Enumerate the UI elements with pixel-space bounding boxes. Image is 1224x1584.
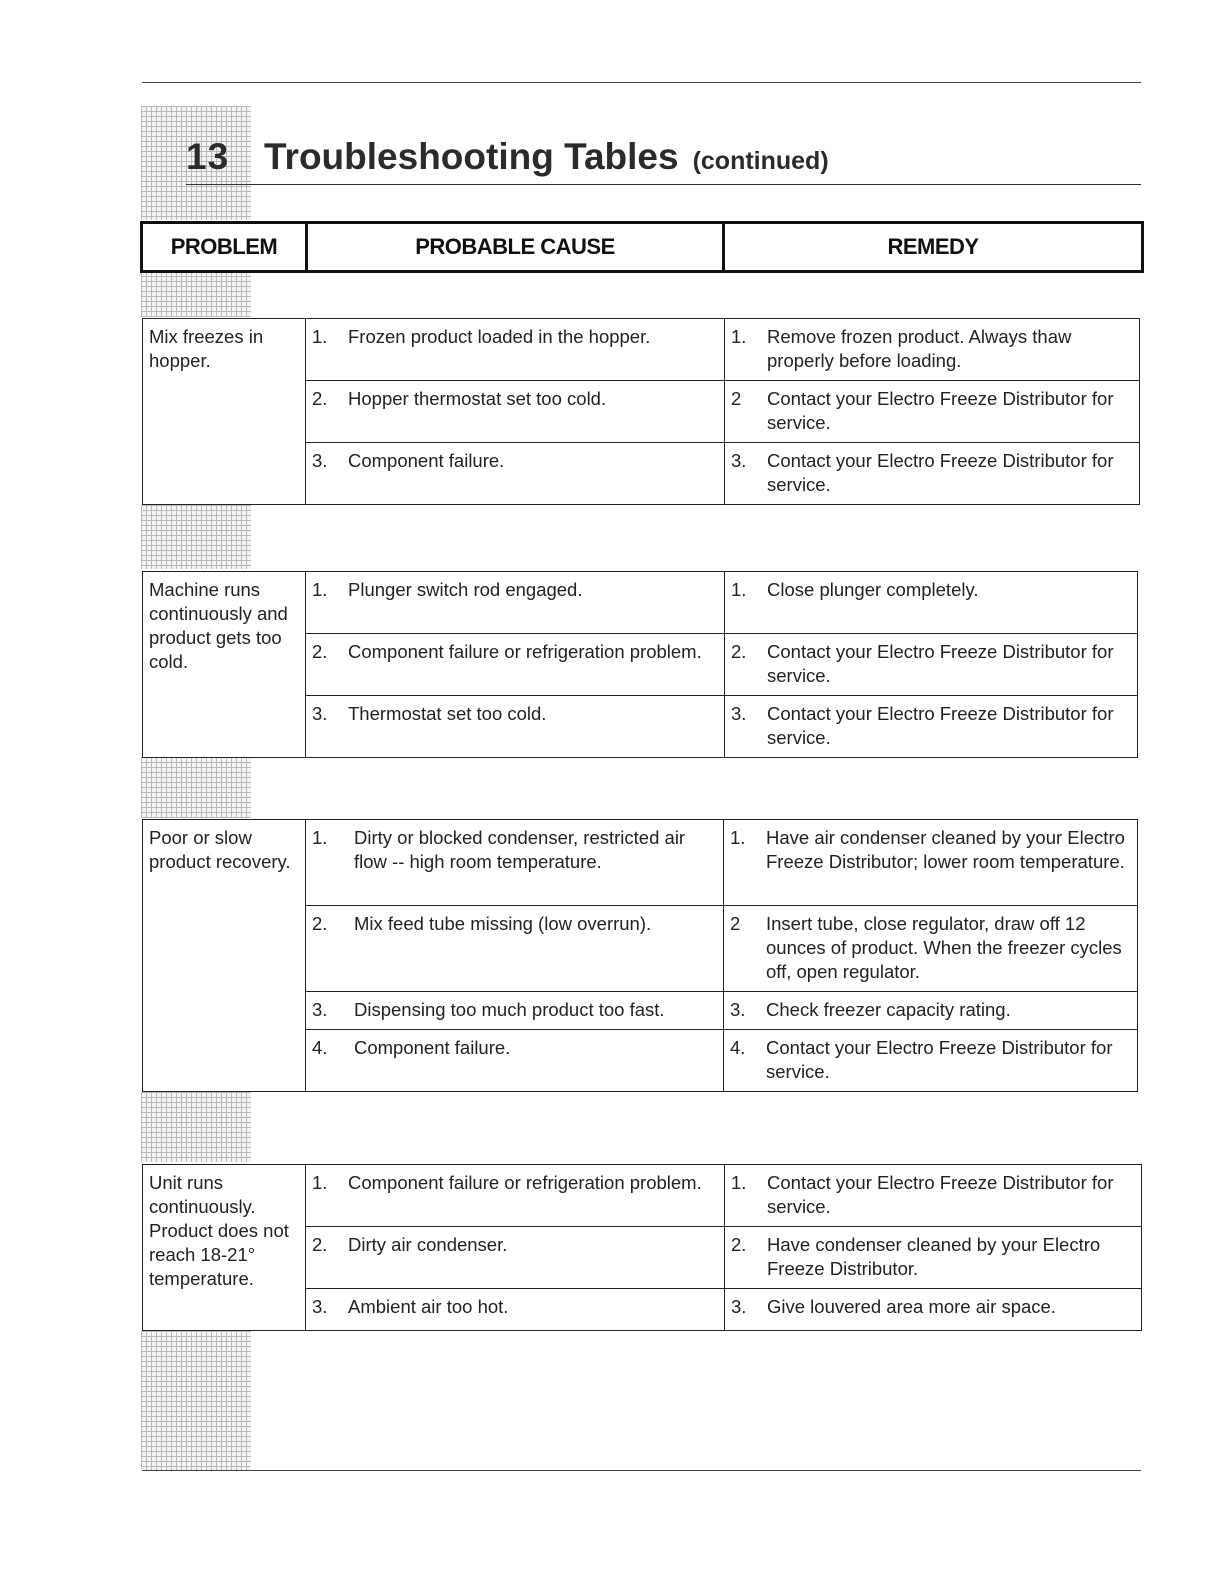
- cause-number: 2.: [312, 388, 328, 409]
- remedy-number: 2.: [731, 641, 747, 662]
- cause-text: Component failure.: [354, 1037, 511, 1058]
- troubleshooting-table: [142, 819, 1138, 1092]
- remedy-cell: [725, 696, 1138, 758]
- cause-number: 1.: [312, 827, 328, 848]
- grid-decoration: [141, 271, 251, 317]
- cause-number: 3.: [312, 703, 328, 724]
- cause-cell: [306, 443, 725, 505]
- remedy-text: Contact your Electro Freeze Distributor for service.: [767, 388, 1114, 433]
- remedy-cell: [725, 443, 1140, 505]
- table-row: [143, 820, 1138, 906]
- cause-text: Dirty or blocked condenser, restricted air flow -- high room temperature.: [354, 827, 686, 872]
- header-remedy: REMEDY: [887, 234, 979, 259]
- remedy-cell: [725, 572, 1138, 634]
- remedy-number: 3.: [730, 999, 746, 1020]
- cause-text: Plunger switch rod engaged.: [348, 579, 583, 600]
- remedy-number: 3.: [731, 450, 747, 471]
- bottom-rule: [142, 1470, 1141, 1471]
- remedy-number: 1.: [731, 1172, 747, 1193]
- remedy-number: 1.: [731, 326, 747, 347]
- title-text: Troubleshooting Tables: [264, 136, 679, 177]
- table-header: [140, 221, 1144, 273]
- troubleshooting-table: [142, 318, 1140, 505]
- cause-text: Mix feed tube missing (low overrun).: [354, 913, 652, 934]
- cause-number: 3.: [312, 450, 328, 471]
- grid-decoration: [141, 1331, 251, 1470]
- cause-number: 2.: [312, 1234, 328, 1255]
- remedy-text: Insert tube, close regulator, draw off 12 ounces of product. When the freezer cycles off, open regulator.: [766, 913, 1122, 982]
- cause-cell: [306, 634, 725, 696]
- cause-cell: [306, 992, 724, 1030]
- table-row: [143, 319, 1140, 381]
- remedy-text: Close plunger completely.: [767, 579, 979, 600]
- remedy-text: Have air condenser cleaned by your Electro Freeze Distributor; lower room temperature.: [766, 827, 1125, 872]
- table-row: [143, 572, 1138, 634]
- cause-number: 3.: [312, 999, 328, 1020]
- title-continued: (continued): [692, 147, 829, 175]
- problem-cell: Mix freezes in hopper.: [143, 319, 306, 505]
- cause-text: Dispensing too much product too fast.: [354, 999, 665, 1020]
- problem-cell: Unit runs continuously. Product does not reach 18-21° temperature.: [143, 1165, 306, 1331]
- header-probable-cause: PROBABLE CAUSE: [308, 224, 725, 270]
- cause-number: 1.: [312, 326, 328, 347]
- remedy-cell: [725, 634, 1138, 696]
- troubleshooting-table: [142, 571, 1138, 758]
- problem-cell: Poor or slow product recovery.: [143, 820, 306, 1092]
- problem-cell: Machine runs continuously and product gets too cold.: [143, 572, 306, 758]
- cause-number: 2.: [312, 913, 328, 934]
- remedy-number: 4.: [730, 1037, 746, 1058]
- grid-decoration: [141, 757, 251, 818]
- cause-cell: [306, 381, 725, 443]
- remedy-cell: [725, 381, 1140, 443]
- remedy-text: Contact your Electro Freeze Distributor for service.: [766, 1037, 1113, 1082]
- remedy-cell: [725, 319, 1140, 381]
- cause-text: Component failure.: [348, 450, 505, 471]
- remedy-number: 3.: [731, 1296, 747, 1317]
- section-number: 13: [186, 136, 230, 177]
- troubleshooting-table: [142, 1164, 1142, 1331]
- remedy-text: Give louvered area more air space.: [767, 1296, 1056, 1317]
- remedy-cell: [724, 906, 1138, 992]
- cause-text: Frozen product loaded in the hopper.: [348, 326, 651, 347]
- remedy-text: Check freezer capacity rating.: [766, 999, 1011, 1020]
- cause-cell: [306, 572, 725, 634]
- cause-text: Component failure or refrigeration problem.: [348, 641, 702, 662]
- cause-text: Hopper thermostat set too cold.: [348, 388, 607, 409]
- cause-cell: [306, 1165, 725, 1227]
- remedy-number: 2: [731, 388, 742, 409]
- cause-cell: [306, 820, 724, 906]
- remedy-cell: [724, 992, 1138, 1030]
- cause-number: 1.: [312, 1172, 328, 1193]
- remedy-text: Contact your Electro Freeze Distributor for service.: [767, 703, 1114, 748]
- remedy-cell: [725, 1289, 1142, 1331]
- remedy-text: Contact your Electro Freeze Distributor for service.: [767, 450, 1114, 495]
- table-row: [143, 1165, 1142, 1227]
- section-title: [186, 128, 1141, 185]
- cause-cell: [306, 696, 725, 758]
- cause-number: 3.: [312, 1296, 328, 1317]
- cause-number: 1.: [312, 579, 328, 600]
- cause-cell: [306, 1289, 725, 1331]
- remedy-cell: [724, 820, 1138, 906]
- header-problem: PROBLEM: [143, 224, 308, 270]
- remedy-cell: [725, 1165, 1142, 1227]
- cause-text: Component failure or refrigeration problem.: [348, 1172, 702, 1193]
- cause-text: Ambient air too hot.: [348, 1296, 509, 1317]
- remedy-text: Remove frozen product. Always thaw properly before loading.: [767, 326, 1072, 371]
- remedy-cell: [724, 1030, 1138, 1092]
- cause-cell: [306, 1227, 725, 1289]
- grid-decoration: [141, 1092, 251, 1162]
- remedy-number: 2: [730, 913, 741, 934]
- cause-text: Thermostat set too cold.: [348, 703, 547, 724]
- grid-decoration: [141, 505, 251, 569]
- remedy-text: Have condenser cleaned by your Electro Freeze Distributor.: [767, 1234, 1101, 1279]
- remedy-cell: [725, 1227, 1142, 1289]
- remedy-number: 1.: [731, 579, 747, 600]
- cause-cell: [306, 906, 724, 992]
- remedy-number: 1.: [730, 827, 746, 848]
- remedy-number: 2.: [731, 1234, 747, 1255]
- cause-number: 2.: [312, 641, 328, 662]
- cause-cell: [306, 319, 725, 381]
- cause-cell: [306, 1030, 724, 1092]
- remedy-text: Contact your Electro Freeze Distributor for service.: [767, 641, 1114, 686]
- cause-text: Dirty air condenser.: [348, 1234, 508, 1255]
- remedy-text: Contact your Electro Freeze Distributor for service.: [767, 1172, 1114, 1217]
- cause-number: 4.: [312, 1037, 328, 1058]
- remedy-number: 3.: [731, 703, 747, 724]
- page-title: [264, 136, 829, 178]
- top-rule: [142, 82, 1141, 83]
